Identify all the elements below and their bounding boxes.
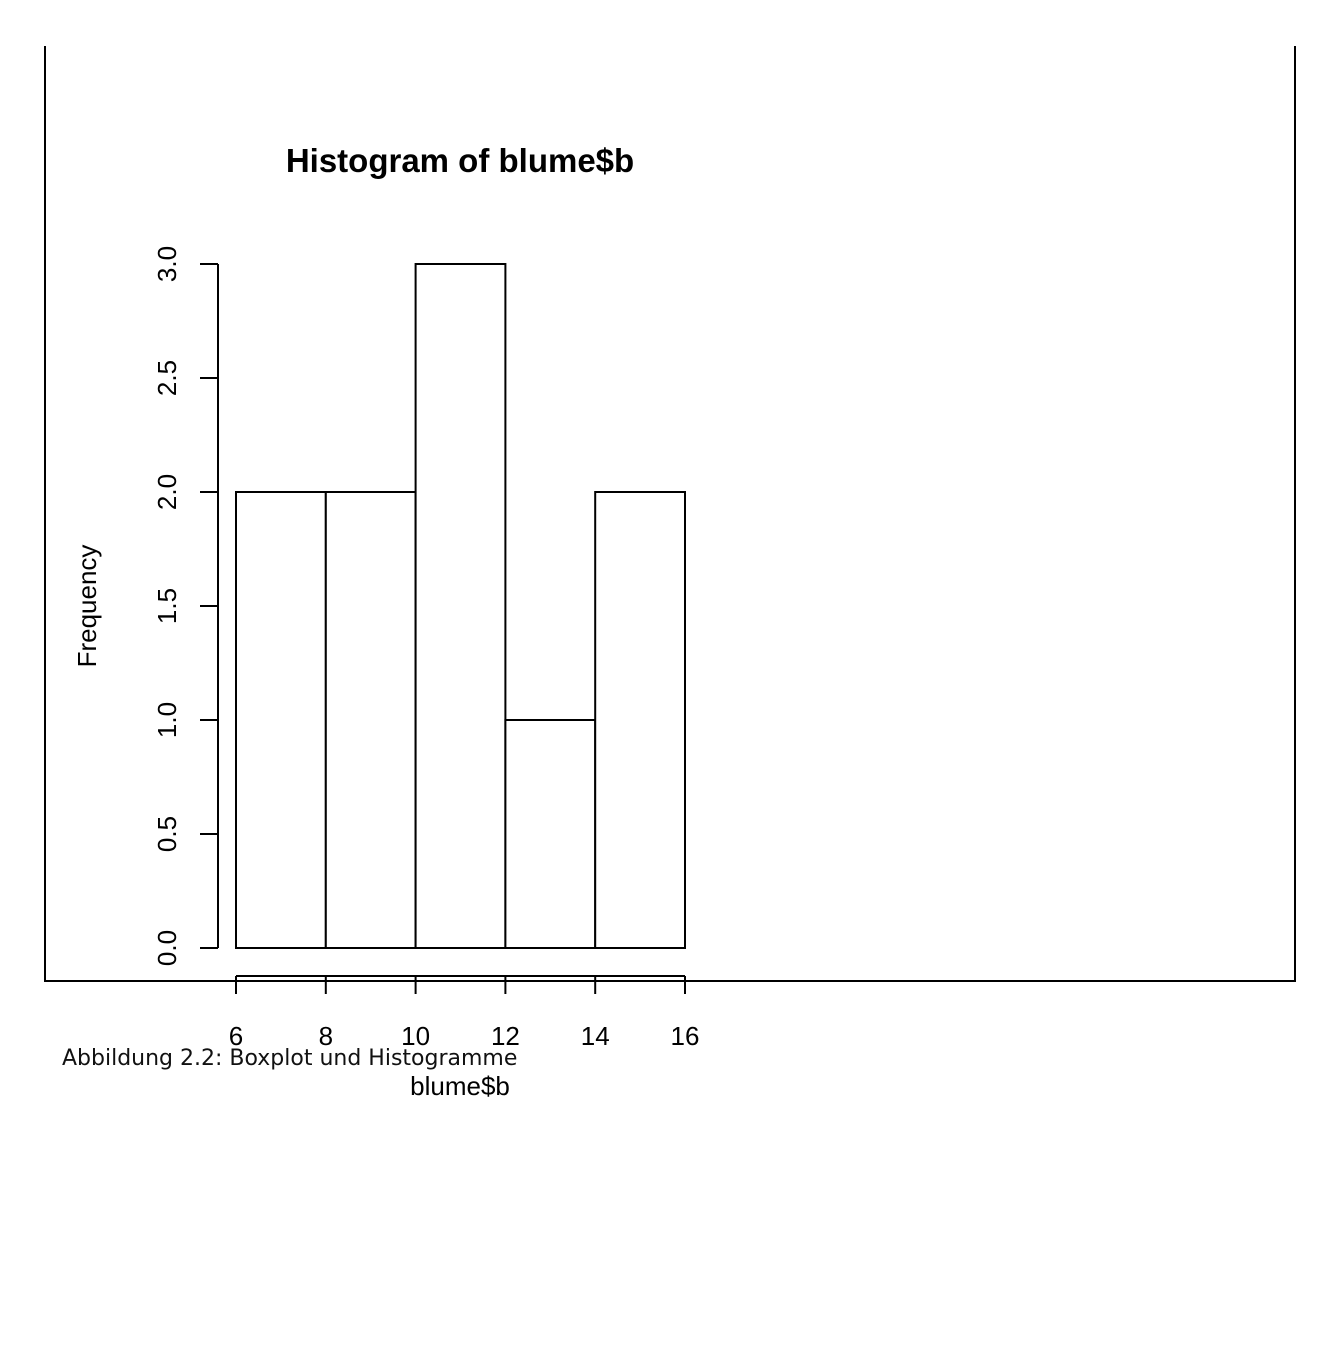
x-tick-label-5: 14 xyxy=(580,1021,610,1051)
y-tick-label-3: 1.0 xyxy=(152,701,182,739)
histogram-bar-5 xyxy=(595,492,685,948)
y-tick-label-2: 0.5 xyxy=(152,815,182,853)
y-axis-label: Frequency xyxy=(72,544,102,668)
x-axis-label: blume$b xyxy=(410,1071,510,1101)
x-axis xyxy=(229,976,700,1051)
histogram-bars xyxy=(236,264,685,948)
y-tick-label-7: 3.0 xyxy=(152,245,182,283)
histogram-bar-4 xyxy=(505,720,595,948)
x-tick-label-6: 16 xyxy=(670,1021,700,1051)
histogram-bar-2 xyxy=(326,492,416,948)
histogram-bar-3 xyxy=(416,264,506,948)
y-tick-label-6: 2.5 xyxy=(152,359,182,397)
y-tick-label-4: 1.5 xyxy=(152,587,182,625)
x-tick-label-3: 10 xyxy=(401,1021,431,1051)
y-tick-label-5: 2.0 xyxy=(152,473,182,511)
figure-caption: Abbildung 2.2: Boxplot und Histogramme xyxy=(62,1046,518,1071)
x-tick-label-1: 6 xyxy=(228,1021,244,1051)
histogram-bar-1 xyxy=(236,492,326,948)
chart-title: Histogram of blume$b xyxy=(285,142,635,179)
y-axis xyxy=(152,246,218,966)
x-tick-label-2: 8 xyxy=(318,1021,334,1051)
x-tick-label-4: 12 xyxy=(490,1021,520,1051)
y-tick-label-1: 0.0 xyxy=(152,929,182,967)
